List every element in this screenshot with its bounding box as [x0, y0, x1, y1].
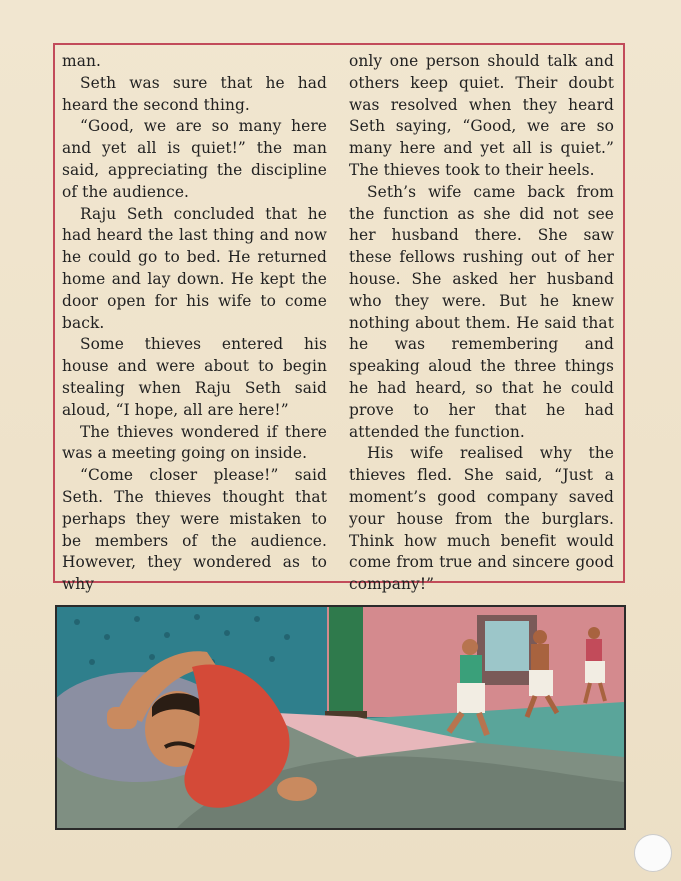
illustration-scene	[57, 607, 624, 828]
paragraph: Some thieves entered his house and were about to begin stealing when Raju Seth said aloud, “I hope, all are here!”	[62, 335, 327, 419]
paragraph: only one person should talk and others keep quiet. Their doubt was resolved when they heard Seth saying, “Good, we are so many here and yet all is quiet.” The thieves took to their heels.	[349, 52, 614, 179]
paragraph: “Come closer please!” said Seth. The thieves thought that perhaps they were mistaken to be members of the audience. However, they wondered as to why	[62, 466, 327, 594]
paragraph: Seth was sure that he had heard the second thing.	[62, 73, 327, 114]
paragraph: The thieves wondered if there was a meeting going on inside.	[62, 422, 327, 463]
watermark-logo	[634, 834, 672, 872]
paragraph: man.	[62, 52, 101, 70]
right-text-column	[349, 51, 614, 596]
story-text-frame	[53, 43, 625, 594]
paragraph: “Good, we are so many here and yet all is quiet!” the man said, appreciating the discipline of the audience.	[62, 117, 327, 201]
paragraph: Seth’s wife came back from the function as she did not see her husband there. She saw these fellows rushing out of her house. She asked her husband who they were. But he knew nothing about them. He said that he was remembering and speaking aloud the three things he had heard, so that he could prove to her that he had attended the function.	[349, 182, 614, 441]
left-text-column	[62, 51, 327, 596]
column-divider	[341, 45, 342, 581]
story-illustration	[55, 605, 626, 830]
paragraph: His wife realised why the thieves fled. She said, “Just a moment’s good company saved your house from the burglars. Think how much benefit would come from true and sincere good company!”	[349, 444, 614, 594]
paragraph: Raju Seth concluded that he had heard the last thing and now he could go to bed. He returned home and lay down. He kept the door open for his wife to come back.	[62, 204, 327, 332]
